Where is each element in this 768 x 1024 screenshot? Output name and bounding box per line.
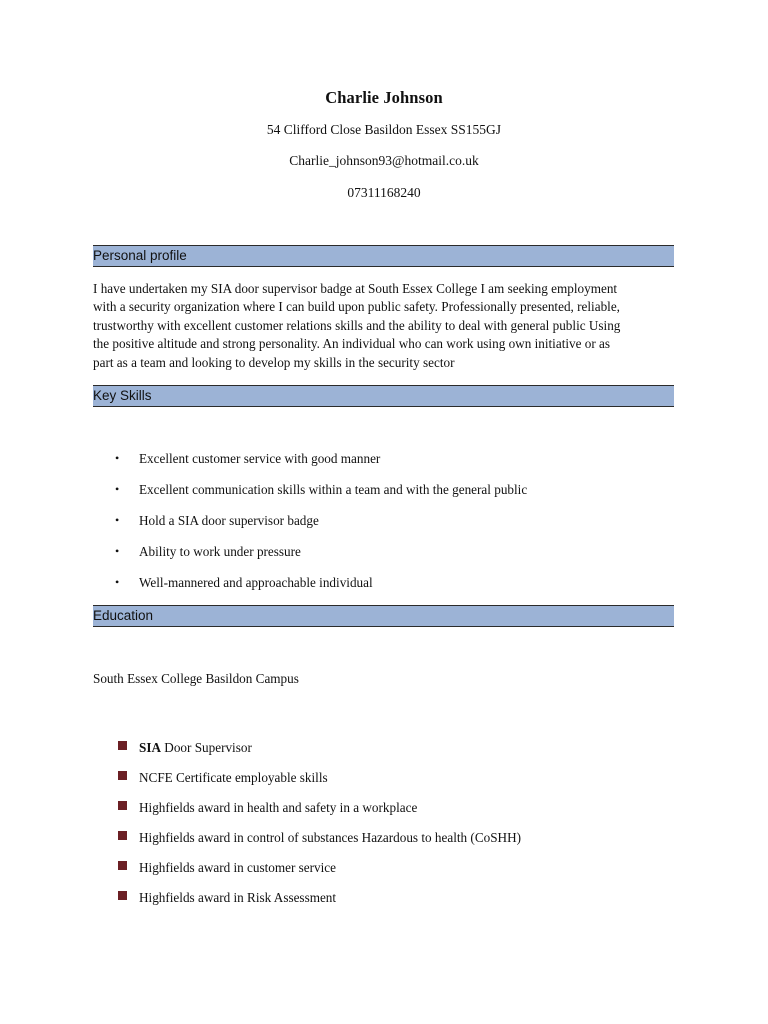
personal-profile-text xyxy=(93,280,674,372)
bullet-icon: • xyxy=(115,513,120,527)
list-item xyxy=(93,450,674,481)
profile-line: I have undertaken my SIA door supervisor badge at South Essex College I am seeking employment xyxy=(93,281,618,296)
list-item xyxy=(93,481,674,512)
section-header-personal-profile: Personal profile xyxy=(93,245,674,267)
skill-text: Excellent customer service with good manner xyxy=(139,451,381,466)
profile-line: with a security organization where I can build upon public safety. Professionally presented, reliable, xyxy=(93,299,620,315)
list-item xyxy=(93,769,674,799)
skill-text: Hold a SIA door supervisor badge xyxy=(139,513,319,528)
list-item xyxy=(93,512,674,543)
list-item xyxy=(93,739,674,769)
qualifications-list xyxy=(93,739,674,919)
bullet-icon: • xyxy=(115,544,120,558)
phone-number: 07311168240 xyxy=(347,185,421,200)
square-bullet-icon xyxy=(118,891,127,900)
square-bullet-icon xyxy=(118,831,127,840)
email-address: Charlie_johnson93@hotmail.co.uk xyxy=(289,153,479,168)
square-bullet-icon xyxy=(118,771,127,780)
qualification-text: Highfields award in control of substances Hazardous to health (CoSHH) xyxy=(139,830,521,845)
qualification-bold: SIA xyxy=(139,740,161,755)
qualification-text: NCFE Certificate employable skills xyxy=(139,770,328,785)
skill-text: Excellent communication skills within a team and with the general public xyxy=(139,482,528,497)
qualification-text xyxy=(139,739,252,756)
list-item xyxy=(93,829,674,859)
profile-line: the positive altitude and strong personality. An individual who can work using own initiative or as xyxy=(93,336,611,352)
address: 54 Clifford Close Basildon Essex SS155GJ xyxy=(266,122,502,137)
profile-line: trustworthy with excellent customer relations skills and the ability to deal with general public Using xyxy=(93,317,621,333)
square-bullet-icon xyxy=(118,861,127,870)
qualification-text: Highfields award in customer service xyxy=(139,860,337,875)
list-item xyxy=(93,859,674,889)
list-item xyxy=(93,889,674,919)
key-skills-list xyxy=(93,450,674,605)
square-bullet-icon xyxy=(118,741,127,750)
list-item xyxy=(93,799,674,829)
candidate-name: Charlie Johnson xyxy=(325,88,443,107)
list-item xyxy=(93,543,674,574)
bullet-icon: • xyxy=(115,482,120,496)
section-header-education: Education xyxy=(93,605,674,627)
qualification-text: Highfields award in Risk Assessment xyxy=(139,890,337,905)
qualification-text: Highfields award in health and safety in a workplace xyxy=(139,800,418,815)
skill-text: Ability to work under pressure xyxy=(139,544,301,559)
section-header-key-skills: Key Skills xyxy=(93,385,674,407)
college-name: South Essex College Basildon Campus xyxy=(93,671,299,686)
profile-line: part as a team and looking to develop my skills in the security sector xyxy=(93,354,455,370)
bullet-icon: • xyxy=(115,451,120,465)
list-item xyxy=(93,574,674,605)
qualification-rest: Door Supervisor xyxy=(161,740,252,755)
skill-text: Well-mannered and approachable individual xyxy=(139,575,373,590)
bullet-icon: • xyxy=(115,575,120,589)
square-bullet-icon xyxy=(118,801,127,810)
